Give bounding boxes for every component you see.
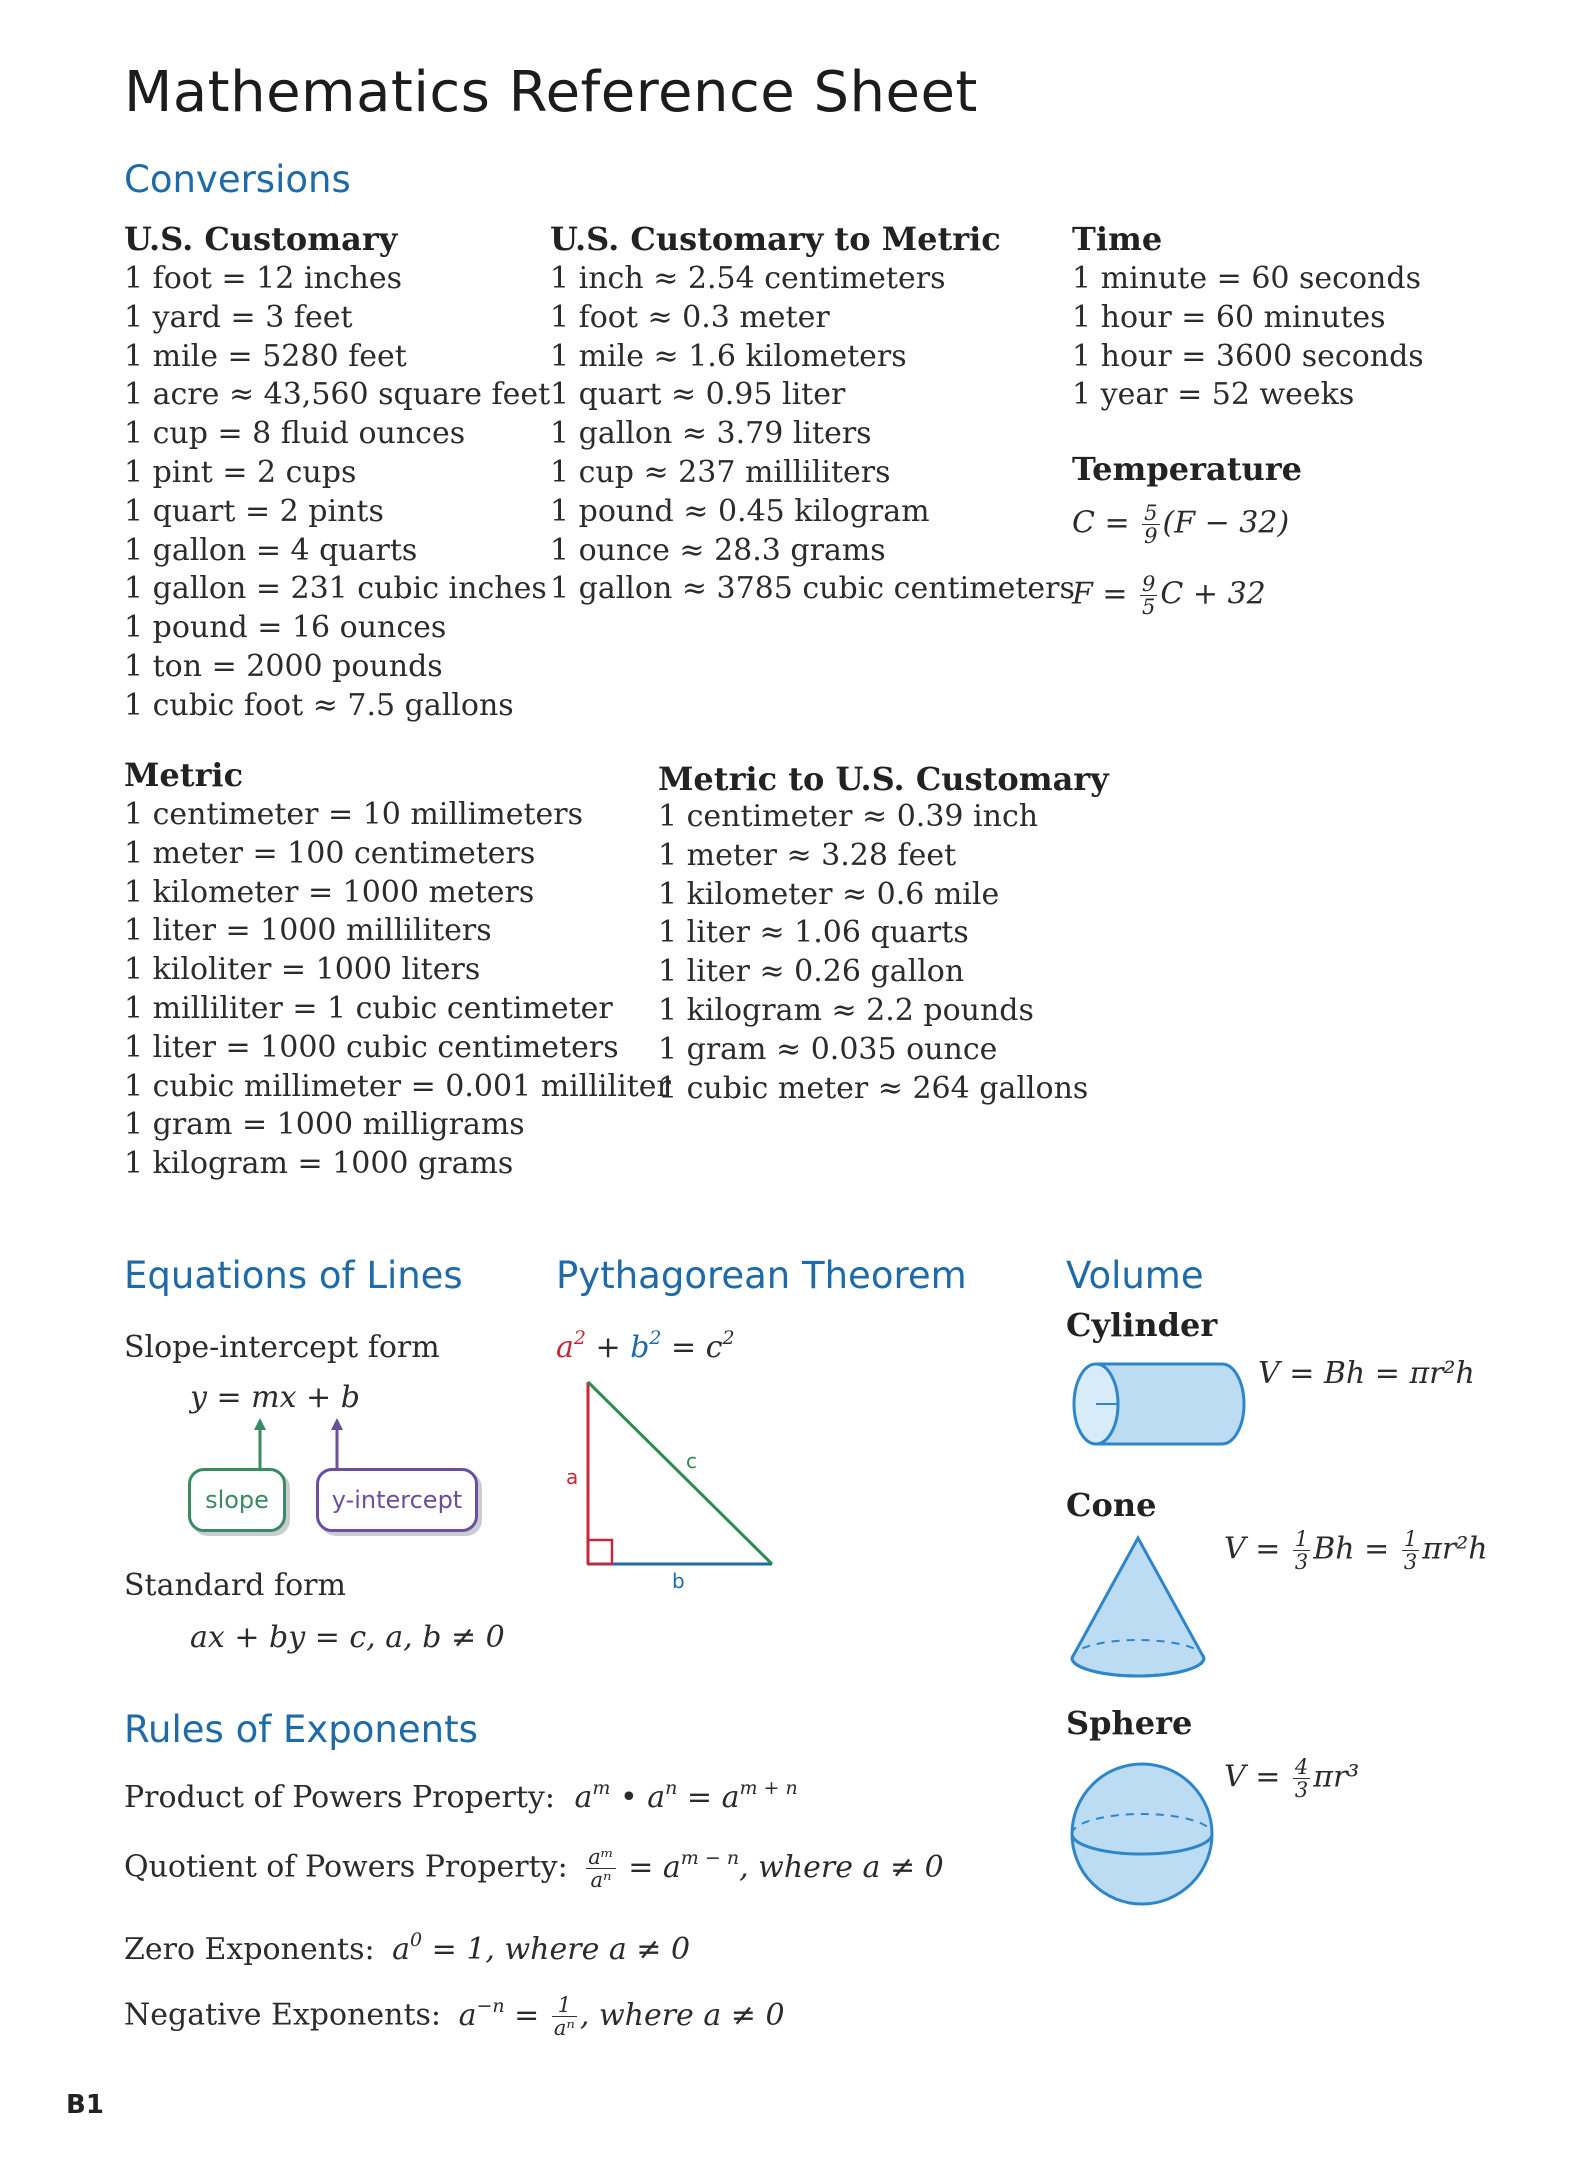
list-item: 1 mile = 5280 feet [124, 338, 407, 374]
list-item: 1 liter ≈ 0.26 gallon [658, 954, 965, 990]
metric-heading: Metric [124, 756, 244, 794]
fraction: $\frac{9}{5}$ [1142, 572, 1156, 619]
list-item: 1 inch ≈ 2.54 centimeters [550, 261, 946, 296]
metric-list [124, 796, 671, 1184]
product-of-powers: Product of Powers Property: $a^m$ • $a^n = a^{m + n}$ [124, 1777, 798, 1815]
us-customary-list [124, 260, 550, 726]
list-item: 1 gallon = 231 cubic inches [124, 571, 547, 607]
list-item: 1 quart = 2 pints [124, 493, 384, 529]
list-item: 1 cubic foot ≈ 7.5 gallons [124, 687, 514, 723]
standard-form-equation: ax + by = c, a, b ≠ 0 [190, 1620, 505, 1655]
list-item: 1 year = 52 weeks [1072, 377, 1355, 413]
us-to-metric-section [550, 220, 1075, 609]
fraction: $\frac{1}{3}$ [1403, 1527, 1418, 1574]
sphere-formula: V = $\frac{4}{3}$ πr³ [1224, 1755, 1360, 1802]
cylinder-icon [1066, 1354, 1252, 1454]
time-heading: Time [1072, 220, 1163, 258]
standard-form-label: Standard form [124, 1568, 346, 1603]
cylinder-label: Cylinder [1066, 1306, 1218, 1344]
zero-exponents: Zero Exponents: $a^0 = 1$, where a ≠ 0 [124, 1929, 691, 1967]
list-item: 1 hour = 60 minutes [1072, 299, 1386, 335]
list-item: 1 ton = 2000 pounds [124, 648, 443, 684]
list-item: 1 kilogram ≈ 2.2 pounds [658, 992, 1034, 1028]
list-item: 1 centimeter ≈ 0.39 inch [658, 799, 1039, 834]
us-to-metric-heading: U.S. Customary to Metric [550, 220, 1001, 258]
list-item: 1 gram ≈ 0.035 ounce [658, 1031, 998, 1067]
list-item: 1 liter = 1000 milliliters [124, 913, 492, 949]
list-item: 1 ounce ≈ 28.3 grams [550, 532, 886, 568]
right-angle-icon [588, 1540, 612, 1564]
list-item: 1 hour = 3600 seconds [1072, 338, 1424, 374]
slope-arrow-icon [254, 1418, 266, 1468]
cone-formula: V = $\frac{1}{3}$ Bh = $\frac{1}{3}$ πr²h [1224, 1527, 1488, 1574]
list-item: 1 liter = 1000 cubic centimeters [124, 1029, 619, 1065]
cone-icon [1066, 1534, 1216, 1684]
volume-heading: Volume [1066, 1254, 1204, 1297]
slope-intercept-equation: y = mx + b [190, 1380, 360, 1415]
list-item: 1 meter = 100 centimeters [124, 835, 536, 871]
list-item: 1 minute = 60 seconds [1072, 261, 1421, 296]
metric-section [124, 756, 671, 1184]
y-intercept-callout: y-intercept [316, 1468, 478, 1532]
fraction: $\frac{\text{aᵐ}}{\text{aⁿ}}$ [588, 1845, 614, 1892]
fahrenheit-formula: F = $\frac{9}{5}$ C + 32 [1072, 572, 1266, 619]
equation-arrows [240, 1416, 350, 1468]
list-item: 1 gallon = 4 quarts [124, 532, 418, 568]
metric-to-us-heading: Metric to U.S. Customary [658, 760, 1109, 798]
list-item: 1 mile ≈ 1.6 kilometers [550, 338, 907, 374]
list-item: 1 centimeter = 10 millimeters [124, 797, 583, 832]
list-item: 1 quart ≈ 0.95 liter [550, 377, 846, 413]
side-b-label: b [672, 1569, 685, 1593]
side-c-label: c [686, 1449, 697, 1473]
page-number: B1 [66, 2090, 104, 2120]
pythagorean-equation: $a^2 + b^2 = c^2$ [556, 1327, 735, 1365]
metric-to-us-section [658, 760, 1109, 1108]
equations-of-lines-heading: Equations of Lines [124, 1254, 463, 1297]
hypotenuse-line [588, 1382, 772, 1564]
list-item: 1 cubic millimeter = 0.001 milliliter [124, 1068, 671, 1104]
list-item: 1 acre ≈ 43,560 square feet [124, 377, 551, 413]
fraction: $\frac{1}{3}$ [1294, 1527, 1309, 1574]
list-item: 1 pound ≈ 0.45 kilogram [550, 493, 930, 529]
time-list [1072, 260, 1424, 415]
list-item: 1 kiloliter = 1000 liters [124, 952, 481, 988]
fraction: $\frac{5}{9}$ [1144, 501, 1158, 548]
list-item: 1 meter ≈ 3.28 feet [658, 837, 957, 873]
list-item: 1 pint = 2 cups [124, 454, 357, 490]
list-item: 1 kilometer = 1000 meters [124, 874, 535, 910]
list-item: 1 milliliter = 1 cubic centimeter [124, 990, 613, 1026]
list-item: 1 kilogram = 1000 grams [124, 1146, 514, 1182]
list-item: 1 liter ≈ 1.06 quarts [658, 915, 969, 951]
cylinder-formula: V = Bh = πr²h [1258, 1356, 1475, 1391]
side-a-label: a [566, 1465, 579, 1489]
slope-intercept-label: Slope-intercept form [124, 1330, 440, 1365]
list-item: 1 cup ≈ 237 milliliters [550, 454, 891, 490]
fraction: $\frac{1}{\text{aⁿ}}$ [553, 1993, 575, 2040]
quotient-of-powers: Quotient of Powers Property: $\frac{\text{aᵐ}}{\text{aⁿ}}$ = $a^{m - n}$, where a ≠ 0 [124, 1845, 944, 1892]
list-item: 1 yard = 3 feet [124, 299, 353, 335]
list-item: 1 foot ≈ 0.3 meter [550, 299, 830, 335]
list-item: 1 pound = 16 ounces [124, 610, 447, 646]
right-triangle-diagram [560, 1374, 790, 1594]
exponents-heading: Rules of Exponents [124, 1708, 478, 1751]
temperature-heading: Temperature [1072, 450, 1302, 488]
negative-exponents: Negative Exponents: $a^{-n}$ = $\frac{1}{\text{aⁿ}}$ , where a ≠ 0 [124, 1993, 785, 2040]
sphere-icon [1066, 1754, 1226, 1914]
temperature-section [1072, 450, 1302, 618]
slope-callout: slope [188, 1468, 286, 1532]
list-item: 1 gallon ≈ 3.79 liters [550, 416, 872, 452]
intercept-arrow-icon [331, 1418, 343, 1468]
sphere-label: Sphere [1066, 1704, 1193, 1742]
cone-label: Cone [1066, 1486, 1157, 1524]
metric-to-us-list [658, 798, 1109, 1108]
list-item: 1 gram = 1000 milligrams [124, 1107, 525, 1143]
us-customary-section [124, 220, 550, 726]
pythagorean-heading: Pythagorean Theorem [556, 1254, 967, 1297]
us-customary-heading: U.S. Customary [124, 220, 398, 258]
list-item: 1 gallon ≈ 3785 cubic centimeters [550, 571, 1075, 607]
list-item: 1 cubic meter ≈ 264 gallons [658, 1070, 1089, 1106]
conversions-heading: Conversions [124, 158, 351, 201]
time-section [1072, 220, 1424, 415]
list-item: 1 kilometer ≈ 0.6 mile [658, 876, 1000, 912]
fraction: $\frac{4}{3}$ [1294, 1755, 1309, 1802]
list-item: 1 cup = 8 fluid ounces [124, 416, 466, 452]
us-to-metric-list [550, 260, 1075, 609]
celsius-formula: C = $\frac{5}{9}$ (F − 32) [1072, 501, 1290, 548]
list-item: 1 foot = 12 inches [124, 261, 403, 296]
page-title: Mathematics Reference Sheet [124, 60, 978, 125]
